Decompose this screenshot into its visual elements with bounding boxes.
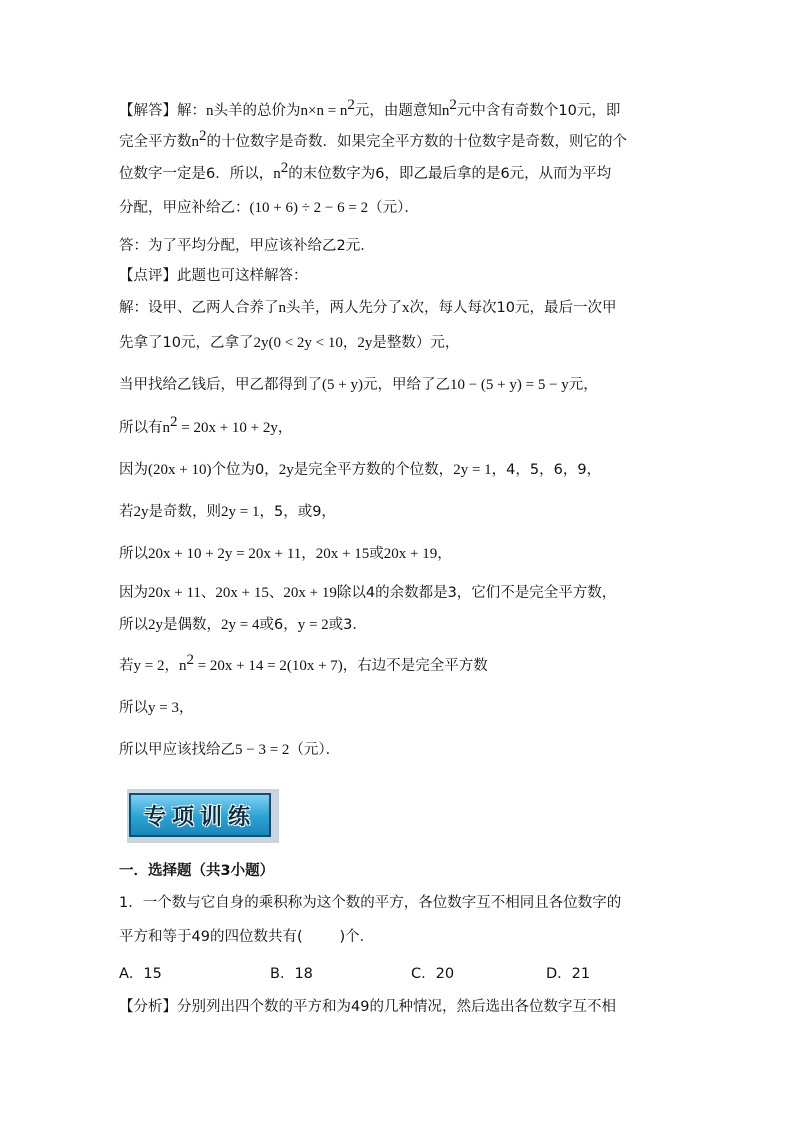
text: 的十位数字是奇数．如果完全平方数的十位数字是奇数，则它的个: [206, 134, 627, 150]
math-expression: 2y: [357, 335, 373, 351]
math-expression: 5 − 3 = 2: [235, 742, 290, 758]
text: 是整数）元，: [372, 335, 460, 351]
text: ，: [164, 658, 179, 674]
banner-box: [129, 793, 271, 837]
comment-line-3: [119, 375, 598, 395]
text: 所以有: [119, 420, 163, 436]
answer-text: 答：为了平均分配，甲应该补给乙2元．: [119, 238, 375, 254]
text: ，: [342, 335, 358, 351]
solution-line-2: [119, 128, 627, 152]
text: 的末位数字为6，即乙最后拿的是6元，从而为平均: [288, 166, 612, 182]
text: 分配，甲应补给乙：: [119, 200, 250, 216]
superscript: 2: [449, 97, 457, 114]
analysis-line: [119, 997, 616, 1017]
math-expression: = 20x + 10 + 2y: [177, 420, 278, 436]
superscript: 2: [186, 652, 194, 669]
math-expression: 2y = 1: [221, 504, 260, 520]
text: 位数字一定是6．所以，: [119, 166, 274, 182]
math-expression: n: [178, 658, 187, 674]
text: 除以4的余数都是3，它们不是完全平方数，: [336, 585, 617, 601]
analysis-text: 【分析】分别列出四个数的平方和为49的几种情况，然后选出各位数字互不相: [119, 999, 616, 1015]
solution-line-4: [119, 198, 419, 218]
text: 或3．: [328, 617, 367, 633]
math-x: x: [402, 300, 410, 316]
math-expression: 2y: [278, 462, 294, 478]
text: 元，甲给了乙: [362, 377, 450, 393]
text: 元，: [568, 377, 598, 393]
text: 因为: [119, 462, 148, 478]
math-expression: y = 2: [133, 658, 165, 674]
text: 所以甲应该找给乙: [119, 742, 235, 758]
math-expression: (10 + 6) ÷ 2 − 6 = 2: [249, 200, 369, 216]
option-c: C．20: [411, 966, 455, 982]
math-expression: n: [162, 420, 170, 436]
superscript: 2: [170, 414, 178, 431]
text: ，右边不是完全平方数: [342, 658, 488, 674]
text: 、: [268, 585, 284, 601]
answer-line: [119, 236, 375, 256]
comment-line-2: [119, 333, 459, 353]
option-b: B．18: [270, 966, 313, 982]
math-expression: = 20x + 14 = 2(10x + 7): [193, 658, 343, 674]
math-n: n: [278, 300, 286, 316]
comment-line-5: [119, 460, 601, 480]
comment-line-4: [119, 414, 293, 438]
math-expression: 20x + 10 + 2y = 20x + 11: [148, 546, 302, 562]
math-expression: y = 3: [148, 700, 179, 716]
superscript: 2: [280, 160, 289, 177]
math-expression: 2y = 4: [221, 617, 260, 633]
text: 是完全平方数的个位数，: [293, 462, 454, 478]
text: （元）．: [368, 200, 419, 216]
math-expression: n: [441, 103, 450, 119]
question-text: 1．一个数与它自身的乘积称为这个数的平方，各位数字互不相同且各位数字的: [119, 895, 622, 911]
math-expression: y = 2: [297, 617, 329, 633]
text: 完全平方数: [119, 134, 192, 150]
math-expression: 10 − (5 + y) = 5 − y: [449, 377, 569, 393]
comment-label: 【点评】此题也可这样解答：: [119, 268, 308, 284]
text: 因为: [119, 585, 148, 601]
math-expression: 20x + 11: [148, 585, 201, 601]
text: 头羊的总价为: [213, 103, 301, 119]
text: 个位为0，: [211, 462, 279, 478]
text: 若: [119, 658, 134, 674]
option-a: A．15: [119, 966, 162, 982]
options-row: [119, 964, 679, 984]
text: 解：设甲、乙两人合养了: [119, 300, 279, 316]
comment-line-1: [119, 298, 616, 318]
text: 所以: [119, 700, 148, 716]
question-text: )个．: [339, 929, 375, 945]
comment-line-8: [119, 583, 616, 603]
comment-line-6: [119, 502, 336, 522]
math-expression: 2y: [133, 504, 149, 520]
math-expression: 20x + 19: [283, 585, 337, 601]
math-expression: n: [273, 166, 281, 182]
section-title: 一．选择题（共3小题）: [119, 863, 275, 879]
text: 所以: [119, 617, 148, 633]
text: ，4，5，6，9，: [491, 462, 602, 478]
text: 或: [369, 546, 384, 562]
math-n: n: [206, 103, 214, 119]
text: 元中含有奇数个10元，即: [456, 103, 621, 119]
math-expression: (5 + y): [322, 377, 363, 393]
text: 先拿了10元，乙拿了: [119, 335, 254, 351]
text: ，5，或9，: [259, 504, 336, 520]
text: （元）．: [289, 742, 341, 758]
comment-heading: [119, 266, 308, 286]
text: 是偶数，: [163, 617, 221, 633]
comment-line-11: [119, 698, 193, 718]
math-expression: 2y = 1: [453, 462, 492, 478]
solution-label: 【解答】解：: [119, 103, 206, 119]
math-expression: 20x + 19: [383, 546, 438, 562]
solution-line-3: [119, 160, 612, 184]
text: ，: [437, 546, 452, 562]
comment-line-10: [119, 652, 488, 676]
text: ，: [277, 420, 293, 436]
math-expression: 20x + 15: [315, 546, 370, 562]
math-expression: 20x + 15: [215, 585, 269, 601]
text: ，: [301, 546, 316, 562]
math-expression: (20x + 10): [148, 462, 212, 478]
superscript: 2: [199, 128, 207, 145]
question-text: 平方和等于49的四位数共有(: [119, 929, 303, 945]
section-banner: [127, 789, 279, 843]
superscript: 2: [347, 97, 355, 114]
question-line-2: [119, 927, 374, 947]
comment-line-12: [119, 740, 340, 760]
text: 若: [119, 504, 134, 520]
text: 、: [200, 585, 216, 601]
math-expression: 2y(0 < 2y < 10: [253, 335, 343, 351]
banner-title: 专项训练: [143, 803, 256, 830]
math-expression: n×n = n: [300, 103, 348, 119]
comment-line-7: [119, 544, 452, 564]
answer-blank: [303, 929, 340, 945]
text: 或6，: [259, 617, 298, 633]
text: 所以: [119, 546, 148, 562]
text: 当甲找给乙钱后，甲乙都得到了: [119, 377, 322, 393]
text: ，: [178, 700, 194, 716]
option-d: D．21: [546, 966, 591, 982]
comment-line-9: [119, 615, 367, 635]
section-heading: [119, 861, 274, 881]
text: 头羊，两人先分了: [286, 300, 402, 316]
question-line-1: [119, 893, 621, 913]
text: 次，每人每次10元，最后一次甲: [409, 300, 617, 316]
text: 是奇数，则: [148, 504, 221, 520]
math-expression: n: [191, 134, 199, 150]
solution-line-1: [119, 97, 621, 121]
text: 元，由题意知: [354, 103, 442, 119]
math-expression: 2y: [148, 617, 163, 633]
